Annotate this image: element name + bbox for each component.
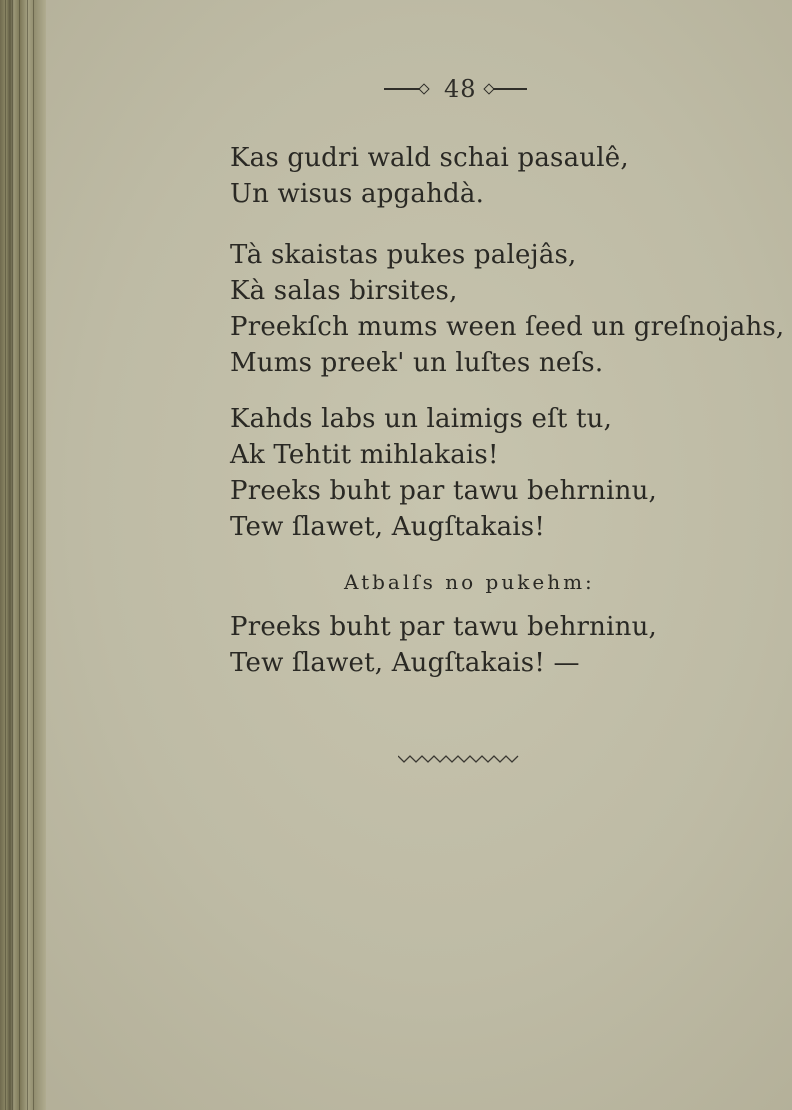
poem-line: Kahds labs un laimigs eſt tu, <box>230 404 613 434</box>
poem-line: Preeks buht par tawu behrninu, <box>230 476 657 506</box>
page-number: 48 <box>444 75 477 103</box>
poem-line: Mums preek' un luſtes neſs. <box>230 348 604 378</box>
refrain-line: Preeks buht par tawu behrninu, <box>230 612 657 642</box>
header-left-diamond <box>418 83 429 94</box>
poem-line: Ak Tehtit mihlakais! <box>230 440 499 470</box>
poem-line: Kà salas birsites, <box>230 276 458 306</box>
binding-line <box>19 0 20 1110</box>
page-header <box>370 74 560 104</box>
binding-line <box>5 0 6 1110</box>
page-binding-edge <box>0 0 46 1110</box>
header-left-rule <box>384 88 420 90</box>
refrain-label: Atbalſs no pukehm: <box>344 570 595 594</box>
poem-line: Kas gudri wald schai pasaulê, <box>230 143 629 173</box>
binding-line <box>12 0 13 1110</box>
poem-line: Un wisus apgahdà. <box>230 179 485 209</box>
poem-line: Tà skaistas pukes palejâs, <box>230 240 577 270</box>
wavy-ornament <box>398 752 528 766</box>
poem-line: Preekſch mums ween ſeed un greſnojahs, <box>230 312 785 342</box>
poem-line: Tew ſlawet, Augſtakais! <box>230 512 545 542</box>
binding-line <box>33 0 34 1110</box>
header-right-rule <box>493 88 527 90</box>
refrain-line: Tew ſlawet, Augſtakais! — <box>230 648 580 678</box>
binding-line <box>27 0 28 1110</box>
